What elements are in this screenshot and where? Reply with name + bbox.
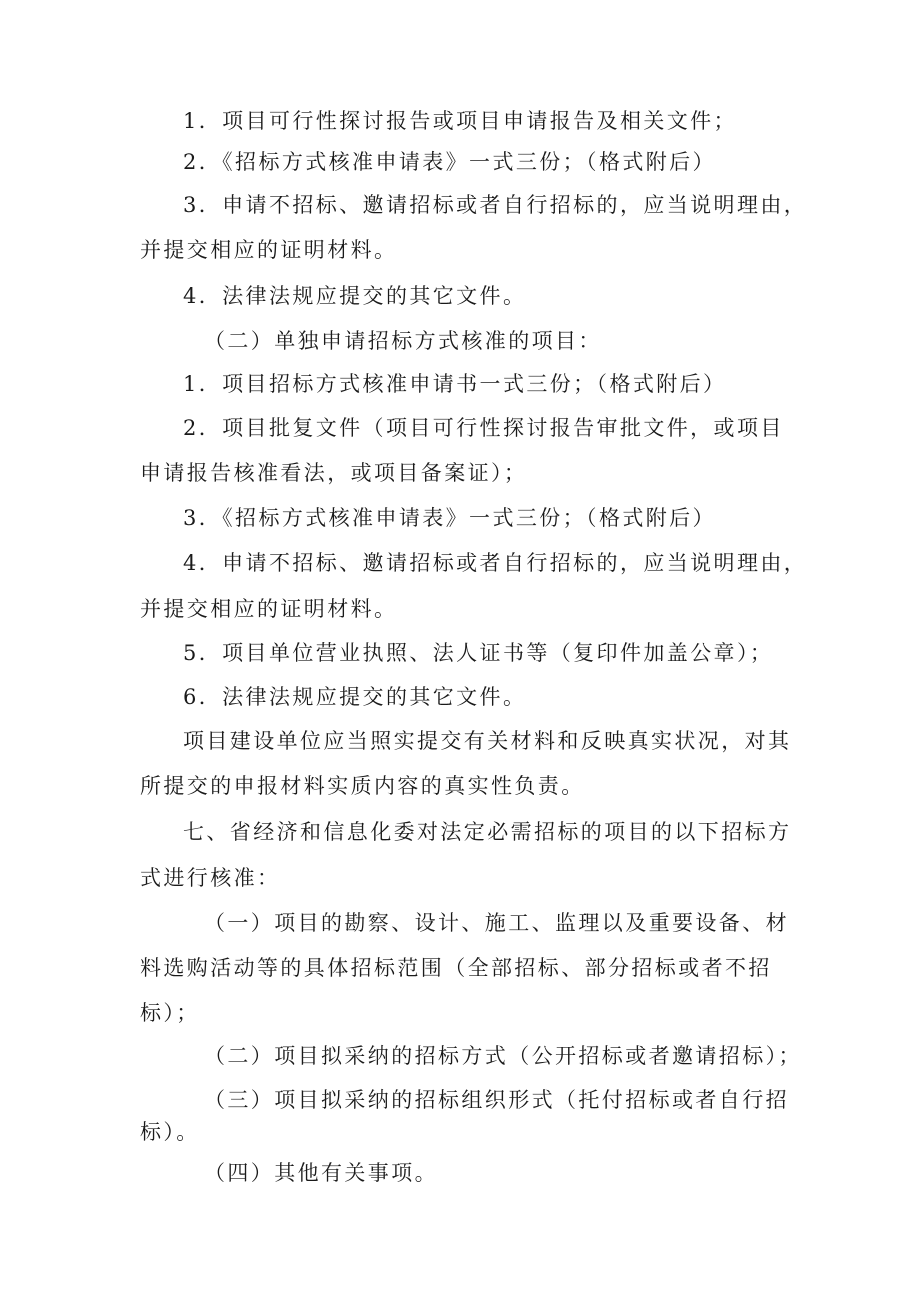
- text-line: 标）。: [140, 1120, 200, 1144]
- text-line: 5．项目单位营业执照、法人证书等（复印件加盖公章）；: [183, 641, 774, 665]
- text-line: 2．项目批复文件（项目可行性探讨报告审批文件，或项目: [183, 416, 784, 440]
- text-line: （二）项目拟采纳的招标方式（公开招标或者邀请招标）；: [204, 1044, 802, 1068]
- text-line: 4．法律法规应提交的其它文件。: [183, 284, 527, 308]
- text-line: （三）项目拟采纳的招标组织形式（托付招标或者自行招: [204, 1088, 789, 1112]
- text-line: 申请报告核准看法，或项目备案证）；: [140, 461, 528, 485]
- text-line: （二）单独申请招标方式核准的项目：: [204, 329, 602, 353]
- text-line: 1．项目可行性探讨报告或项目申请报告及相关文件；: [183, 109, 737, 133]
- text-line: 3．申请不招标、邀请招标或者自行招标的，应当说明理由，: [183, 193, 808, 217]
- text-line: 标）；: [140, 1001, 200, 1025]
- text-line: （一）项目的勘察、设计、施工、监理以及重要设备、材: [204, 911, 789, 935]
- text-line: 4．申请不招标、邀请招标或者自行招标的，应当说明理由，: [183, 551, 808, 575]
- text-line: 所提交的申报材料实质内容的真实性负责。: [140, 774, 585, 798]
- text-line: 6．法律法规应提交的其它文件。: [183, 685, 527, 709]
- text-line: 并提交相应的证明材料。: [140, 238, 398, 262]
- text-line: 料选购活动等的具体招标范围（全部招标、部分招标或者不招: [140, 956, 772, 980]
- text-line: 2．《招标方式核准申请表》一式三份；（格式附后）: [183, 150, 716, 174]
- text-line: 1．项目招标方式核准申请书一式三份；（格式附后）: [183, 372, 727, 396]
- text-line: 项目建设单位应当照实提交有关材料和反映真实状况，对其: [183, 729, 792, 753]
- text-line: （四）其他有关事项。: [204, 1161, 438, 1185]
- text-line: 七、省经济和信息化委对法定必需招标的项目的以下招标方: [183, 820, 792, 844]
- text-line: 式进行核准：: [140, 866, 281, 890]
- text-line: 3．《招标方式核准申请表》一式三份；（格式附后）: [183, 506, 716, 530]
- text-line: 并提交相应的证明材料。: [140, 597, 398, 621]
